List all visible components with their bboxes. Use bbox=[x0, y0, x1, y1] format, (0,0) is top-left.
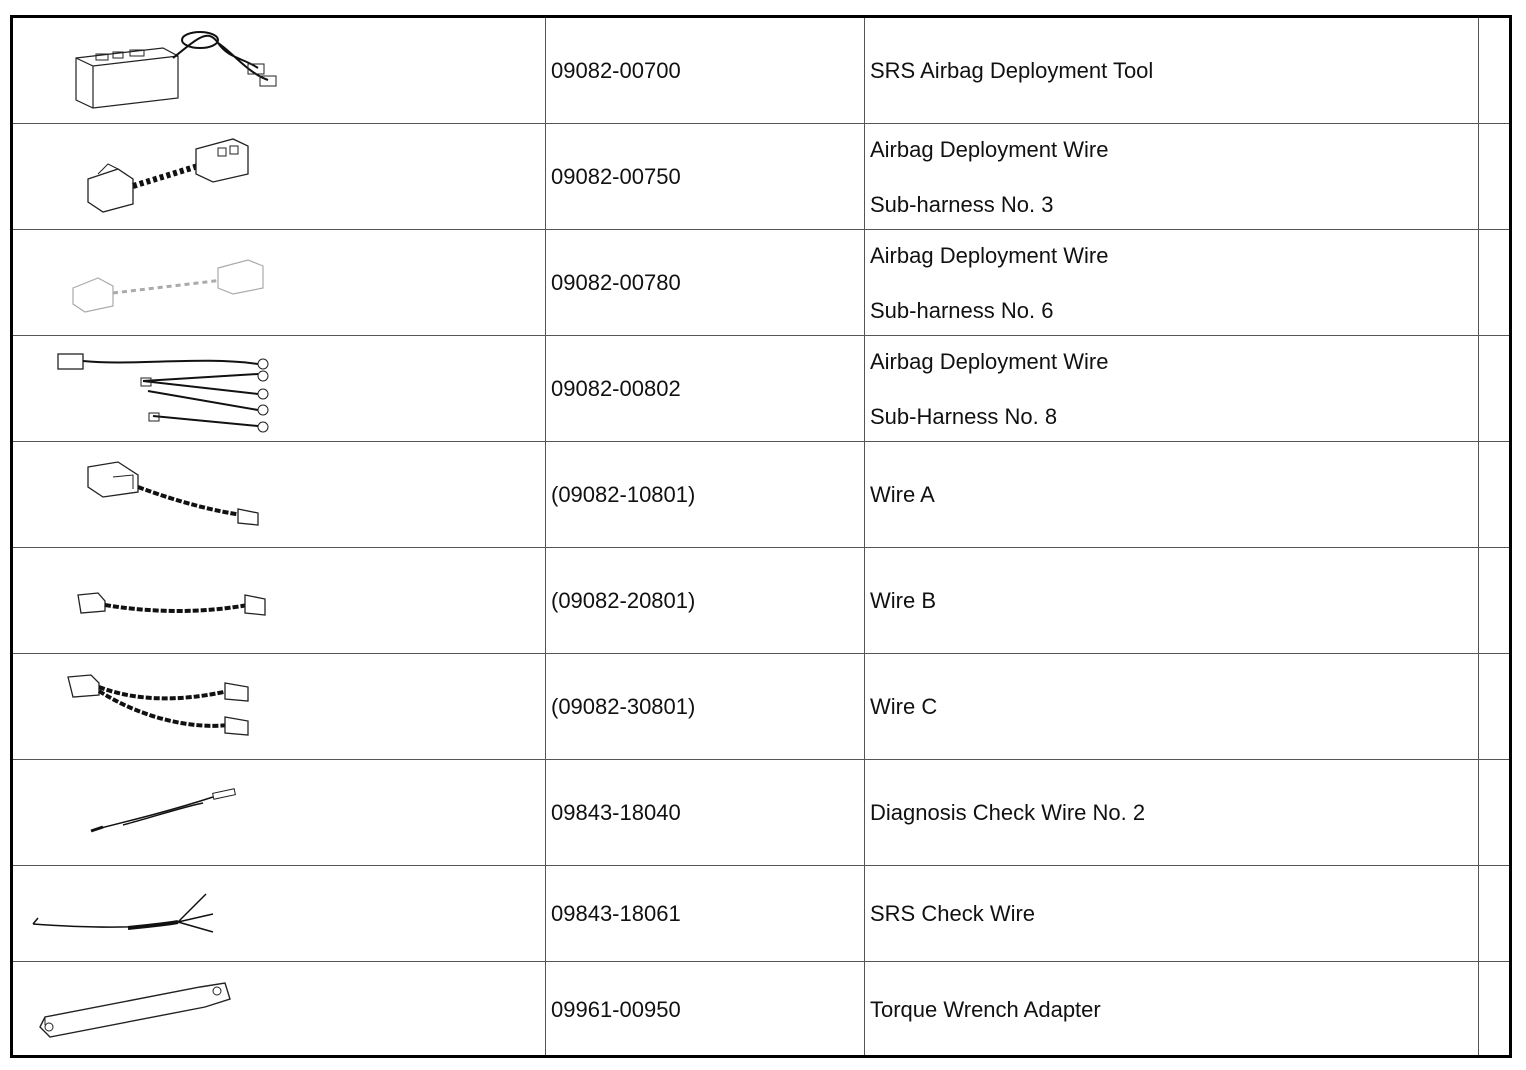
sub-harness-6-icon bbox=[63, 248, 273, 318]
tool-illustration-cell bbox=[13, 654, 545, 759]
sub-harness-3-icon bbox=[78, 134, 258, 219]
tool-subname: Sub-harness No. 3 bbox=[870, 192, 1054, 217]
special-tools-table bbox=[10, 15, 1512, 1058]
tool-name: Wire C bbox=[870, 693, 938, 719]
tool-name: Airbag Deployment Wire bbox=[870, 243, 1109, 268]
tool-name: SRS Check Wire bbox=[870, 900, 1036, 926]
tool-name: Torque Wrench Adapter bbox=[870, 997, 1101, 1022]
part-number: 09843-18061 bbox=[551, 900, 681, 926]
tool-name: Diagnosis Check Wire No. 2 bbox=[870, 799, 1146, 825]
table-row bbox=[13, 442, 1509, 548]
tool-illustration-cell bbox=[13, 230, 545, 335]
table-row bbox=[13, 548, 1509, 654]
part-number: 09961-00950 bbox=[551, 997, 681, 1022]
part-number: (09082-20801) bbox=[551, 587, 696, 613]
table-row bbox=[13, 336, 1509, 442]
part-number: 09082-00780 bbox=[551, 269, 681, 295]
tool-subname: Sub-Harness No. 8 bbox=[870, 404, 1058, 429]
wire-b-icon bbox=[73, 583, 273, 623]
part-number: 09843-18040 bbox=[551, 799, 681, 825]
part-number: (09082-30801) bbox=[551, 693, 696, 719]
srs-check-wire-icon bbox=[28, 886, 218, 941]
tool-illustration-cell bbox=[13, 760, 545, 865]
sub-harness-8-icon bbox=[53, 346, 278, 436]
tool-illustration-cell bbox=[13, 18, 545, 123]
deployment-tool-box-icon bbox=[68, 28, 278, 113]
wire-a-icon bbox=[78, 457, 268, 532]
wire-c-icon bbox=[63, 669, 263, 744]
tool-name: Wire B bbox=[870, 587, 936, 613]
part-number: 09082-00802 bbox=[551, 375, 681, 401]
tool-illustration-cell bbox=[13, 866, 545, 961]
table-row bbox=[13, 230, 1509, 336]
tool-illustration-cell bbox=[13, 124, 545, 229]
tool-illustration-cell bbox=[13, 548, 545, 653]
part-number: 09082-00750 bbox=[551, 163, 681, 189]
part-number: (09082-10801) bbox=[551, 481, 696, 507]
table-row bbox=[13, 654, 1509, 760]
table-row bbox=[13, 760, 1509, 866]
diagnosis-check-wire-icon bbox=[83, 785, 248, 840]
tool-name: SRS Airbag Deployment Tool bbox=[870, 57, 1154, 83]
table-row bbox=[13, 18, 1509, 124]
tool-name: Airbag Deployment Wire bbox=[870, 349, 1109, 374]
tool-subname: Sub-harness No. 6 bbox=[870, 298, 1054, 323]
table-row bbox=[13, 962, 1509, 1058]
tool-name: Wire A bbox=[870, 481, 935, 507]
tool-illustration-cell bbox=[13, 962, 545, 1058]
part-number: 09082-00700 bbox=[551, 57, 681, 83]
tool-illustration-cell bbox=[13, 442, 545, 547]
table-row bbox=[13, 866, 1509, 962]
tool-illustration-cell bbox=[13, 336, 545, 441]
tool-name: Airbag Deployment Wire bbox=[870, 137, 1109, 162]
torque-wrench-adapter-icon bbox=[35, 977, 235, 1042]
table-row bbox=[13, 124, 1509, 230]
